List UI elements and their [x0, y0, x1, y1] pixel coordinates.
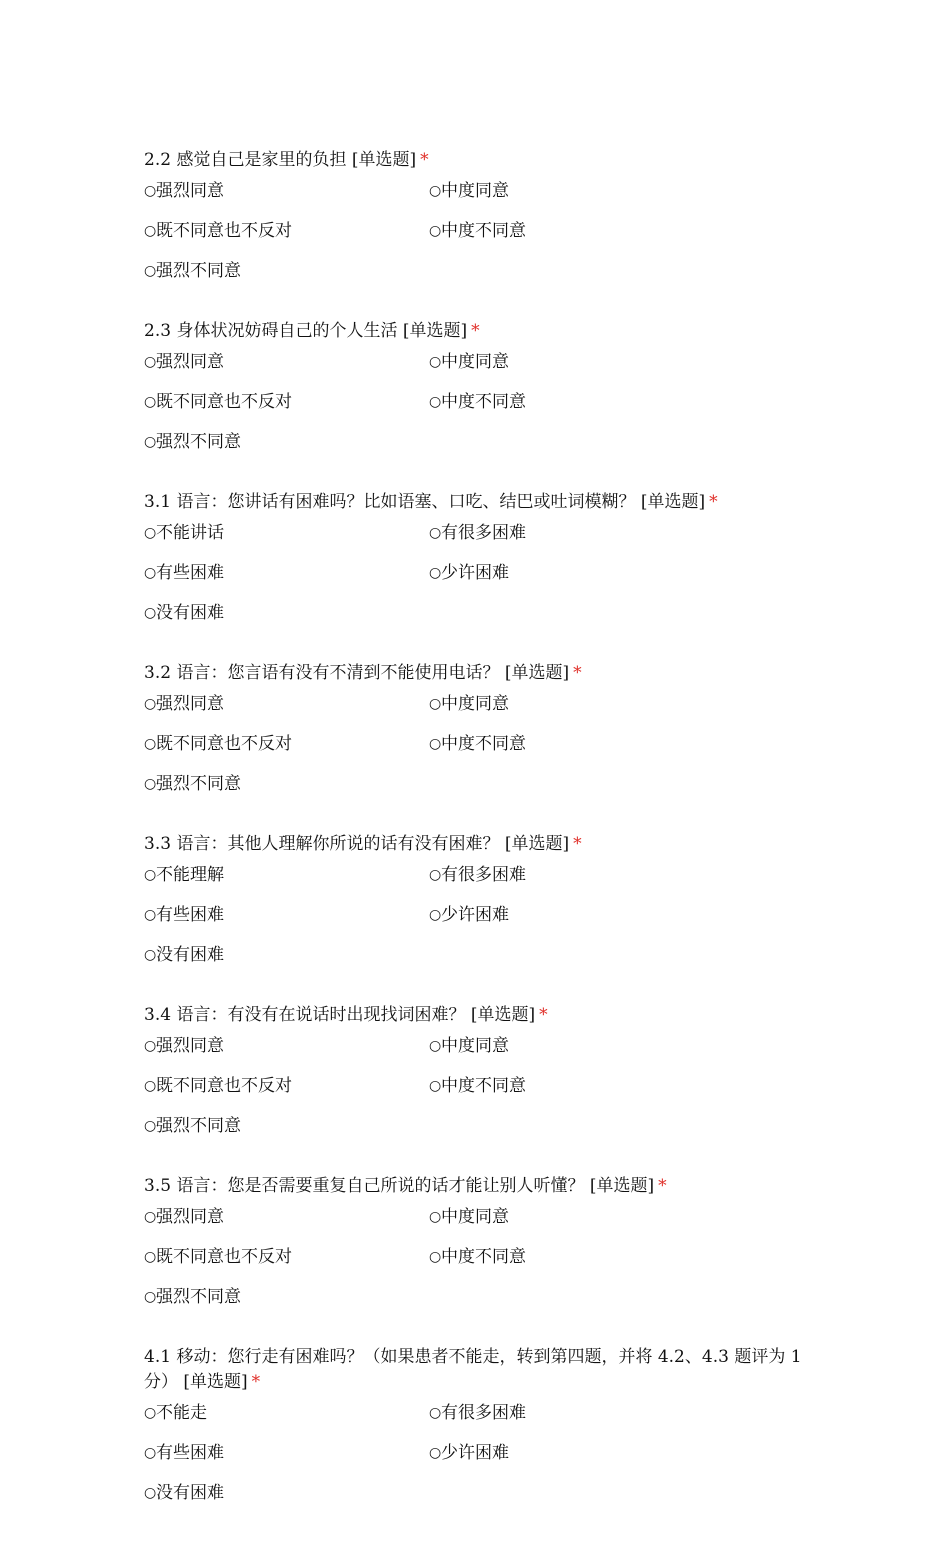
radio-circle-icon[interactable]: ○	[429, 907, 442, 923]
option-group	[144, 523, 844, 643]
radio-option[interactable]	[144, 734, 429, 774]
radio-option[interactable]	[429, 1403, 714, 1443]
option-label: 既不同意也不反对	[156, 1247, 292, 1267]
radio-option[interactable]	[144, 865, 429, 905]
radio-circle-icon[interactable]: ○	[429, 1405, 442, 1421]
option-label: 中度同意	[441, 1036, 509, 1056]
radio-circle-icon[interactable]: ○	[144, 736, 157, 752]
option-group	[144, 352, 844, 472]
radio-circle-icon[interactable]: ○	[429, 1209, 442, 1225]
question-title	[144, 490, 804, 515]
question-block	[144, 1003, 844, 1156]
option-label: 中度不同意	[441, 734, 526, 754]
radio-option[interactable]	[429, 392, 714, 432]
radio-circle-icon[interactable]: ○	[144, 907, 157, 923]
option-label: 少许困难	[441, 1443, 509, 1463]
option-label: 强烈同意	[156, 181, 224, 201]
option-group	[144, 1207, 844, 1327]
option-label: 中度不同意	[441, 221, 526, 241]
radio-option[interactable]	[429, 694, 714, 734]
question-text: 2.3 身体状况妨碍自己的个人生活 [单选题]	[144, 321, 468, 341]
question-text: 2.2 感觉自己是家里的负担 [单选题]	[144, 150, 417, 170]
option-group	[144, 865, 844, 985]
radio-circle-icon[interactable]: ○	[144, 1118, 157, 1134]
radio-circle-icon[interactable]: ○	[144, 354, 157, 370]
option-label: 中度同意	[441, 694, 509, 714]
radio-option[interactable]	[144, 905, 429, 945]
option-group	[144, 1036, 844, 1156]
radio-option[interactable]	[429, 734, 714, 774]
questionnaire	[144, 148, 844, 1541]
option-label: 既不同意也不反对	[156, 221, 292, 241]
radio-circle-icon[interactable]: ○	[144, 1289, 157, 1305]
required-asterisk: *	[539, 1005, 548, 1025]
radio-option[interactable]	[144, 1287, 429, 1327]
option-label: 强烈不同意	[156, 261, 241, 281]
radio-option[interactable]	[429, 1076, 714, 1116]
option-label: 强烈不同意	[156, 1116, 241, 1136]
option-label: 不能理解	[156, 865, 224, 885]
radio-option[interactable]	[144, 181, 429, 221]
question-title	[144, 832, 804, 857]
question-title	[144, 319, 804, 344]
radio-option[interactable]	[144, 1036, 429, 1076]
required-asterisk: *	[573, 834, 582, 854]
option-label: 中度不同意	[441, 1076, 526, 1096]
radio-circle-icon[interactable]: ○	[429, 736, 442, 752]
radio-circle-icon[interactable]: ○	[144, 263, 157, 279]
option-label: 没有困难	[156, 1483, 224, 1503]
radio-option[interactable]	[429, 352, 714, 392]
question-block	[144, 1174, 844, 1327]
radio-option[interactable]	[429, 1247, 714, 1287]
option-group	[144, 1403, 844, 1523]
required-asterisk: *	[471, 321, 480, 341]
radio-circle-icon[interactable]: ○	[144, 565, 157, 581]
radio-option[interactable]	[144, 352, 429, 392]
question-block	[144, 490, 844, 643]
radio-circle-icon[interactable]: ○	[429, 696, 442, 712]
radio-option[interactable]	[144, 563, 429, 603]
option-label: 强烈不同意	[156, 432, 241, 452]
question-title	[144, 1174, 804, 1199]
radio-option[interactable]	[144, 261, 429, 301]
radio-circle-icon[interactable]: ○	[144, 947, 157, 963]
option-label: 不能讲话	[156, 523, 224, 543]
required-asterisk: *	[658, 1176, 667, 1196]
radio-option[interactable]	[144, 1483, 429, 1523]
option-label: 中度同意	[441, 352, 509, 372]
option-label: 中度不同意	[441, 1247, 526, 1267]
option-label: 少许困难	[441, 563, 509, 583]
question-title	[144, 661, 804, 686]
question-text: 3.1 语言：您讲话有困难吗？比如语塞、口吃、结巴或吐词模糊？ [单选题]	[144, 492, 706, 512]
option-label: 有很多困难	[441, 865, 526, 885]
option-label: 有些困难	[156, 1443, 224, 1463]
option-label: 没有困难	[156, 945, 224, 965]
radio-circle-icon[interactable]: ○	[429, 867, 442, 883]
radio-circle-icon[interactable]: ○	[144, 1485, 157, 1501]
option-label: 强烈同意	[156, 1036, 224, 1056]
radio-option[interactable]	[144, 523, 429, 563]
radio-circle-icon[interactable]: ○	[429, 1078, 442, 1094]
radio-circle-icon[interactable]: ○	[429, 565, 442, 581]
radio-circle-icon[interactable]: ○	[144, 1445, 157, 1461]
option-label: 强烈不同意	[156, 1287, 241, 1307]
radio-circle-icon[interactable]: ○	[144, 1038, 157, 1054]
question-block	[144, 832, 844, 985]
radio-circle-icon[interactable]: ○	[144, 1249, 157, 1265]
option-label: 有很多困难	[441, 1403, 526, 1423]
radio-option[interactable]	[429, 905, 714, 945]
question-text: 3.3 语言：其他人理解你所说的话有没有困难？ [单选题]	[144, 834, 570, 854]
radio-circle-icon[interactable]: ○	[144, 434, 157, 450]
option-label: 中度同意	[441, 181, 509, 201]
radio-circle-icon[interactable]: ○	[144, 776, 157, 792]
option-label: 有些困难	[156, 905, 224, 925]
option-label: 既不同意也不反对	[156, 1076, 292, 1096]
radio-option[interactable]	[144, 221, 429, 261]
radio-option[interactable]	[144, 1443, 429, 1483]
question-block	[144, 319, 844, 472]
question-title	[144, 1345, 804, 1395]
option-label: 既不同意也不反对	[156, 392, 292, 412]
radio-circle-icon[interactable]: ○	[429, 223, 442, 239]
question-block	[144, 1345, 844, 1523]
radio-circle-icon[interactable]: ○	[144, 696, 157, 712]
radio-circle-icon[interactable]: ○	[144, 867, 157, 883]
radio-circle-icon[interactable]: ○	[144, 605, 157, 621]
radio-circle-icon[interactable]: ○	[144, 1209, 157, 1225]
radio-option[interactable]	[144, 694, 429, 734]
radio-circle-icon[interactable]: ○	[144, 223, 157, 239]
question-text: 4.1 移动：您行走有困难吗？（如果患者不能走，转到第四题，并将 4.2、4.3 题评为 1 分） [单选题]	[144, 1347, 802, 1392]
radio-option[interactable]	[144, 392, 429, 432]
radio-option[interactable]	[429, 523, 714, 563]
option-label: 没有困难	[156, 603, 224, 623]
radio-option[interactable]	[144, 1247, 429, 1287]
radio-option[interactable]	[429, 865, 714, 905]
required-asterisk: *	[573, 663, 582, 683]
radio-circle-icon[interactable]: ○	[429, 1445, 442, 1461]
question-block	[144, 148, 844, 301]
radio-option[interactable]	[144, 1207, 429, 1247]
radio-option[interactable]	[144, 1076, 429, 1116]
radio-circle-icon[interactable]: ○	[429, 354, 442, 370]
option-label: 有很多困难	[441, 523, 526, 543]
question-text: 3.4 语言：有没有在说话时出现找词困难？ [单选题]	[144, 1005, 536, 1025]
question-title	[144, 148, 804, 173]
radio-circle-icon[interactable]: ○	[429, 394, 442, 410]
option-label: 既不同意也不反对	[156, 734, 292, 754]
question-title	[144, 1003, 804, 1028]
option-label: 强烈同意	[156, 1207, 224, 1227]
option-group	[144, 181, 844, 301]
option-label: 不能走	[156, 1403, 207, 1423]
radio-circle-icon[interactable]: ○	[429, 1249, 442, 1265]
radio-option[interactable]	[144, 603, 429, 643]
radio-option[interactable]	[429, 1036, 714, 1076]
required-asterisk: *	[420, 150, 429, 170]
radio-circle-icon[interactable]: ○	[144, 394, 157, 410]
radio-circle-icon[interactable]: ○	[429, 525, 442, 541]
option-label: 有些困难	[156, 563, 224, 583]
question-block	[144, 661, 844, 814]
radio-circle-icon[interactable]: ○	[144, 1405, 157, 1421]
radio-option[interactable]	[429, 1443, 714, 1483]
radio-option[interactable]	[144, 432, 429, 472]
option-label: 强烈同意	[156, 694, 224, 714]
option-group	[144, 694, 844, 814]
radio-option[interactable]	[144, 1116, 429, 1156]
radio-option[interactable]	[429, 563, 714, 603]
required-asterisk: *	[251, 1372, 261, 1392]
radio-option[interactable]	[429, 181, 714, 221]
radio-circle-icon[interactable]: ○	[144, 1078, 157, 1094]
radio-circle-icon[interactable]: ○	[429, 183, 442, 199]
radio-circle-icon[interactable]: ○	[144, 183, 157, 199]
option-label: 中度不同意	[441, 392, 526, 412]
option-label: 强烈同意	[156, 352, 224, 372]
option-label: 强烈不同意	[156, 774, 241, 794]
radio-circle-icon[interactable]: ○	[429, 1038, 442, 1054]
radio-circle-icon[interactable]: ○	[144, 525, 157, 541]
required-asterisk: *	[709, 492, 718, 512]
question-text: 3.2 语言：您言语有没有不清到不能使用电话？ [单选题]	[144, 663, 570, 683]
radio-option[interactable]	[429, 1207, 714, 1247]
radio-option[interactable]	[144, 945, 429, 985]
radio-option[interactable]	[144, 1403, 429, 1443]
question-text: 3.5 语言：您是否需要重复自己所说的话才能让别人听懂？ [单选题]	[144, 1176, 655, 1196]
option-label: 少许困难	[441, 905, 509, 925]
radio-option[interactable]	[144, 774, 429, 814]
option-label: 中度同意	[441, 1207, 509, 1227]
radio-option[interactable]	[429, 221, 714, 261]
